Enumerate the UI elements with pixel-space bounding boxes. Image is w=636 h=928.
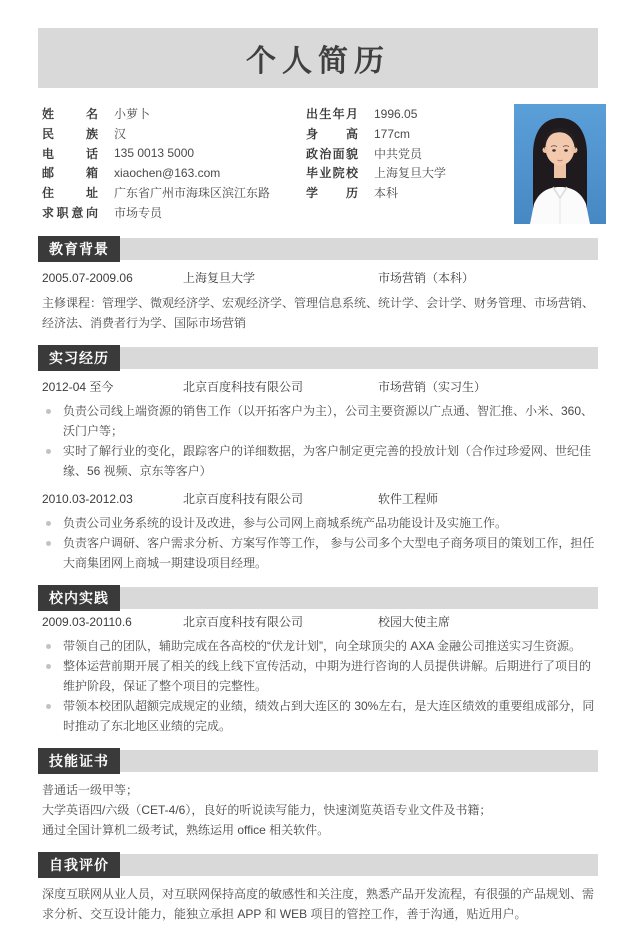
section-education xyxy=(38,238,598,333)
self-evaluation-text: 深度互联网从业人员，对互联网保持高度的敏感性和关注度，熟悉产品开发流程，有很强的产品规划、需求分析、交互设计能力，能独立承担 APP 和 WEB 项目的管控工作，善于沟通，贴近用户。 xyxy=(42,887,595,921)
entry-role: 校园大使主席 xyxy=(378,615,451,629)
skills-lines xyxy=(38,780,598,840)
profile-field-height xyxy=(306,124,506,144)
section-title-badge: 教育背景 xyxy=(38,236,120,262)
internship-entry-row xyxy=(38,490,598,508)
section-header xyxy=(38,238,598,260)
resume-page xyxy=(38,28,598,924)
entry-date: 2010.03-2012.03 xyxy=(42,492,133,506)
bullet-item xyxy=(38,656,598,696)
entry-company: 北京百度科技有限公司 xyxy=(183,615,304,629)
bullet-dot xyxy=(46,449,51,454)
field-value: 上海复旦大学 xyxy=(374,166,447,181)
id-photo xyxy=(514,104,606,224)
entry-role: 市场营销（实习生） xyxy=(378,380,487,394)
entry-date: 2009.03-20110.6 xyxy=(42,615,132,629)
field-label: 出生年月 xyxy=(306,107,358,122)
section-title-badge: 自我评价 xyxy=(38,852,120,878)
bullet-text: 负责客户调研、客户需求分析、方案写作等工作， 参与公司多个大型电子商务项目的策划工作，担任大商集团网上商城一期建设项目经理。 xyxy=(63,536,595,570)
bullet-dot xyxy=(46,521,51,526)
section-self-evaluation xyxy=(38,854,598,924)
internship-entry-row xyxy=(38,378,598,396)
page-title: 个人简历 xyxy=(246,45,390,78)
campus-bullets xyxy=(38,636,598,736)
field-value: 135 0013 5000 xyxy=(114,146,195,161)
bullet-text: 整体运营前期开展了相关的线上线下宣传活动，中期为进行咨询的人员提供讲解。后期进行了项目的维护阶段，保证了整个项目的完整性。 xyxy=(63,659,592,693)
bullet-text: 带领本校团队超额完成规定的业绩，绩效占到大连区的 30%左右，是大连区绩效的重要组成部分，同时推动了东北地区业绩的完成。 xyxy=(63,699,595,733)
bullet-item xyxy=(38,636,598,656)
bullet-item xyxy=(38,696,598,736)
section-header xyxy=(38,854,598,876)
field-label: 政治面貌 xyxy=(306,146,358,161)
section-title-badge: 技能证书 xyxy=(38,748,120,774)
bullet-item xyxy=(38,441,598,481)
field-label: 姓名 xyxy=(42,107,98,122)
entry-school: 上海复旦大学 xyxy=(183,271,256,285)
section-title-badge: 实习经历 xyxy=(38,345,120,371)
bullet-item xyxy=(38,533,598,573)
campus-entry-row xyxy=(38,613,598,631)
field-value: 广东省广州市海珠区滨江东路 xyxy=(114,186,271,201)
field-label: 求职意向 xyxy=(42,205,98,220)
profile-field-email xyxy=(42,163,306,183)
bullet-dot xyxy=(46,644,51,649)
field-label: 身高 xyxy=(306,127,358,142)
bullet-text: 带领自己的团队，辅助完成在各高校的“伏龙计划”，向全球顶尖的 AXA 金融公司推送实习生资源。 xyxy=(63,639,582,653)
skill-line: 大学英语四/六级（CET-4/6），良好的听说读写能力，快速浏览英语专业文件及书籍； xyxy=(42,803,492,817)
profile-field-degree xyxy=(306,183,506,203)
bullet-dot xyxy=(46,664,51,669)
entry-date: 2005.07-2009.06 xyxy=(42,271,133,285)
bullet-item xyxy=(38,401,598,441)
profile-field-school xyxy=(306,163,506,183)
education-courses: 主修课程：管理学、微观经济学、宏观经济学、管理信息系统、统计学、会计学、财务管理、市场营销、经济法、消费者行为学、国际市场营销 xyxy=(42,296,595,330)
profile-field-phone xyxy=(42,143,306,163)
entry-company: 北京百度科技有限公司 xyxy=(183,380,304,394)
profile-field-address xyxy=(42,183,306,203)
field-label: 电话 xyxy=(42,146,98,161)
field-value: 小萝卜 xyxy=(114,107,151,122)
internship-bullets xyxy=(38,513,598,573)
section-campus-practice xyxy=(38,587,598,736)
field-label: 毕业院校 xyxy=(306,166,358,181)
bullet-text: 负责公司业务系统的设计及改进，参与公司网上商城系统产品功能设计及实施工作。 xyxy=(63,516,508,530)
section-header xyxy=(38,347,598,369)
id-photo-illustration xyxy=(514,104,606,224)
self-evaluation-lines xyxy=(38,884,598,924)
section-skills xyxy=(38,750,598,840)
field-label: 学历 xyxy=(306,186,358,201)
profile-field-ethnicity xyxy=(42,124,306,144)
profile-left-column xyxy=(38,104,306,222)
bullet-dot xyxy=(46,541,51,546)
field-label: 住址 xyxy=(42,186,98,201)
profile-field-name xyxy=(42,104,306,124)
profile-right-column xyxy=(306,104,506,222)
field-value: 本科 xyxy=(374,186,399,201)
education-row xyxy=(38,269,598,287)
bullet-item xyxy=(38,513,598,533)
title-band xyxy=(38,28,598,88)
entry-role: 软件工程师 xyxy=(378,492,439,506)
skill-line: 通过全国计算机二级考试，熟练运用 office 相关软件。 xyxy=(42,823,330,837)
section-header xyxy=(38,750,598,772)
skill-line: 普通话一级甲等； xyxy=(42,783,139,797)
field-label: 民族 xyxy=(42,127,98,142)
section-internship xyxy=(38,347,598,573)
bullet-dot xyxy=(46,704,51,709)
internship-bullets xyxy=(38,401,598,481)
field-value: 市场专员 xyxy=(114,205,163,220)
field-value: 中共党员 xyxy=(374,146,423,161)
field-value: 177cm xyxy=(374,126,411,141)
bullet-dot xyxy=(46,409,51,414)
section-title-badge: 校内实践 xyxy=(38,585,120,611)
profile-field-birth xyxy=(306,104,506,124)
field-value: 1996.05 xyxy=(374,106,418,121)
section-header xyxy=(38,587,598,609)
field-value: 汉 xyxy=(114,127,127,142)
bullet-text: 实时了解行业的变化，跟踪客户的详细数据，为客户制定更完善的投放计划（合作过珍爱网、世纪佳缘、56 视频、京东等客户） xyxy=(63,444,592,478)
field-label: 邮箱 xyxy=(42,166,98,181)
bullet-text: 负责公司线上端资源的销售工作（以开拓客户为主），公司主要资源以广点通、智汇推、小米、360、沃门户等； xyxy=(63,404,594,438)
profile-field-objective xyxy=(42,202,306,222)
profile-section xyxy=(38,104,598,226)
entry-company: 北京百度科技有限公司 xyxy=(183,492,304,506)
field-value: xiaochen@163.com xyxy=(114,165,221,180)
profile-field-political xyxy=(306,143,506,163)
entry-major: 市场营销（本科） xyxy=(378,271,475,285)
entry-date: 2012-04 至今 xyxy=(42,380,114,394)
